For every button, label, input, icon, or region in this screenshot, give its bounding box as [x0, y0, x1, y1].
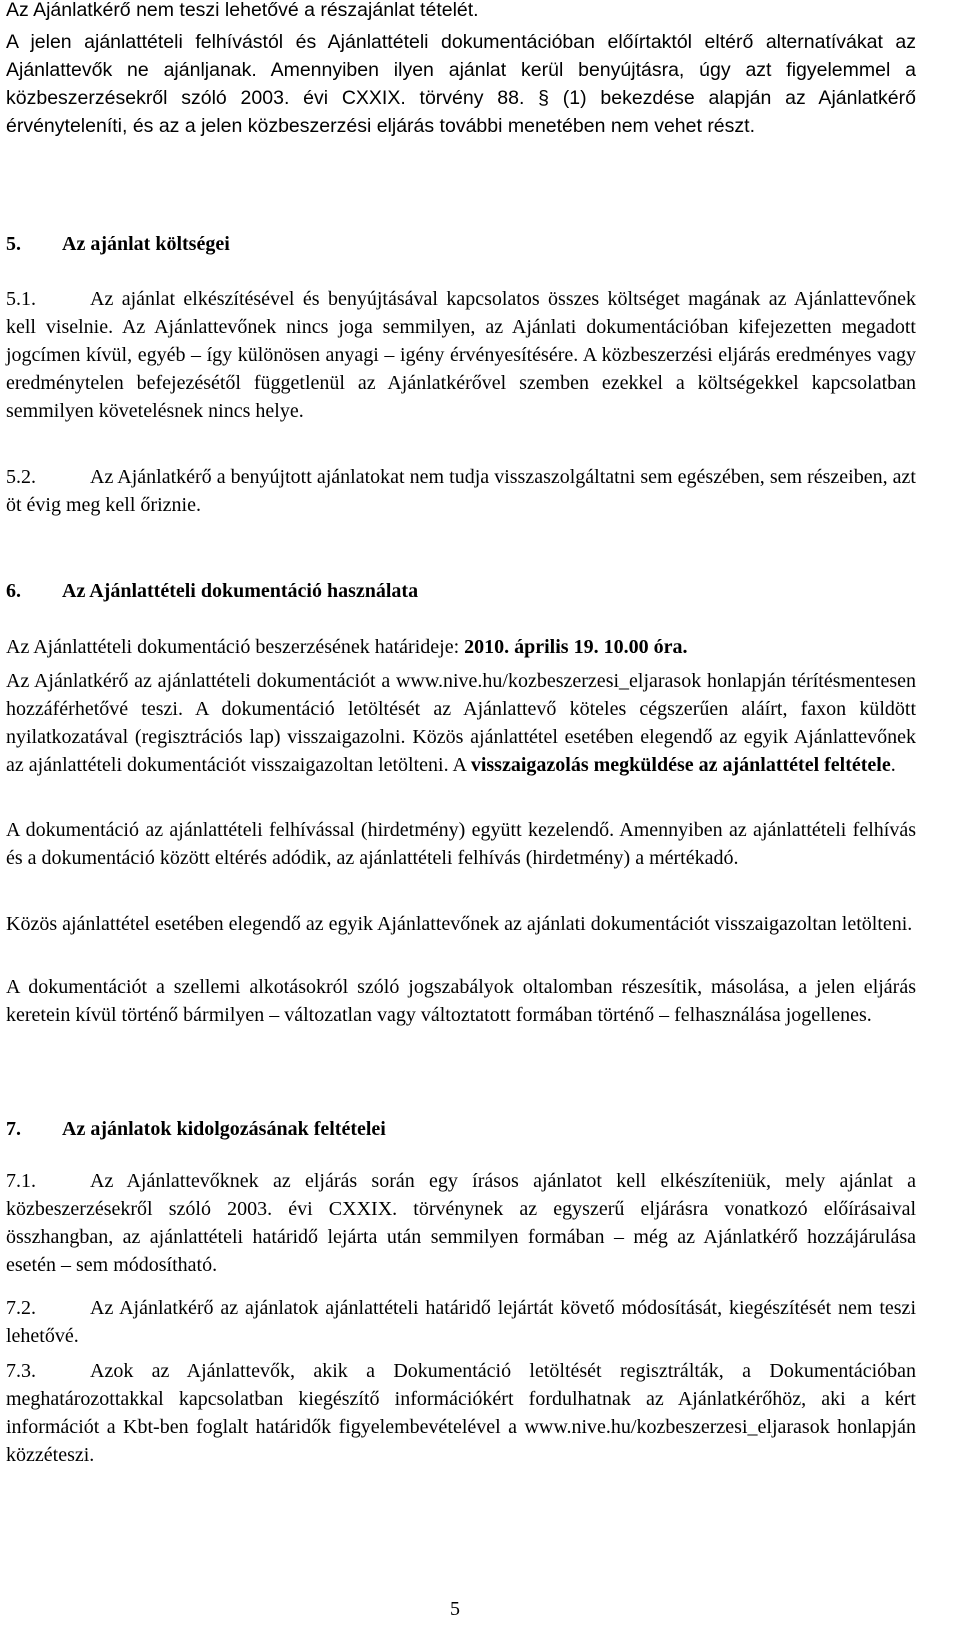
section-5-number: 5.	[6, 233, 21, 255]
item-7-1	[6, 1167, 916, 1279]
section-7-heading	[6, 1115, 386, 1143]
paragraph-partial-bid: Az Ajánlatkérő nem teszi lehetővé a részajánlat tételét.	[6, 0, 479, 21]
item-7-2-text: Az Ajánlatkérő az ajánlatok ajánlattételi határidő lejártát követő módosítását, kiegészítését nem teszi lehetővé.	[6, 1297, 916, 1347]
paragraph-deadline	[6, 633, 916, 661]
section-7-title: Az ajánlatok kidolgozásának feltételei	[62, 1118, 386, 1140]
deadline-value: 2010. április 19. 10.00 óra.	[464, 636, 688, 658]
item-7-2-number: 7.2.	[6, 1297, 36, 1319]
section-5-heading	[6, 230, 230, 258]
section-6-number: 6.	[6, 580, 21, 602]
item-7-2	[6, 1294, 916, 1350]
item-7-1-text: Az Ajánlattevőknek az eljárás során egy írásos ajánlatot kell elkészíteniük, mely ajánlat a közbeszerzésekről szóló 2003. évi CXXIX. törvénynek az egyszerű eljárásra vonatkozó előírásaival összhangban, az ajánlattételi határidő lejárta után semmilyen formában – még az Ajánlatkérő hozzájárulása esetén – sem módosítható.	[6, 1170, 916, 1276]
section-5-title: Az ajánlat költségei	[62, 233, 230, 255]
download-period: .	[890, 754, 896, 776]
item-7-3-text: Azok az Ajánlattevők, akik a Dokumentáció letöltését regisztrálták, a Dokumentációban meghatározottakkal kapcsolatban kiegészítő információkért fordulhatnak az Ajánlatkérőhöz, aki a kért információt a Kbt-ben foglalt határidők figyelembevételével a www.nive.hu/kozbeszerzesi_eljarasok honlapján közzéteszi.	[6, 1360, 916, 1466]
paragraph-documentation-handling: A dokumentáció az ajánlattételi felhívással (hirdetmény) együtt kezelendő. Amennyiben az ajánlattételi felhívás és a dokumentáció között eltérés adódik, az ajánlattételi felhívás (hirdetmény) a mértékadó.	[6, 819, 916, 869]
item-5-2	[6, 463, 916, 519]
item-5-2-number: 5.2.	[6, 466, 36, 488]
section-6-heading	[6, 577, 418, 605]
paragraph-alternatives: A jelen ajánlattételi felhívástól és Ajánlattételi dokumentációban előírtaktól eltérő alternatívákat az Ajánlattevők ne ajánljanak. Amennyiben ilyen ajánlat kerül benyújtásra, úgy azt figyelemmel a közbeszerzésekről szóló 2003. évi CXXIX. törvény 88. § (1) bekezdése alapján az Ajánlatkérő érvényteleníti, és az a jelen közbeszerzési eljárás további menetében nem vehet részt.	[6, 31, 916, 137]
download-text: Az Ajánlatkérő az ajánlattételi dokumentációt a www.nive.hu/kozbeszerzesi_eljarasok honlapján térítésmentesen hozzáférhetővé teszi. A dokumentáció letöltését az Ajánlattevő köteles cégszerűen aláírt, faxon küldött nyilatkozatával (regisztrációs lap) visszaigazolni. Közös ajánlattétel esetében elegendő az egyik Ajánlattevőnek az ajánlattételi dokumentációt visszaigazoltan letölteni. A	[6, 670, 916, 776]
paragraph-download	[6, 667, 916, 779]
item-5-1	[6, 285, 916, 425]
page-number: 5	[450, 1598, 460, 1620]
item-7-3-number: 7.3.	[6, 1360, 36, 1382]
item-7-1-number: 7.1.	[6, 1170, 36, 1192]
paragraph-joint-bid: Közös ajánlattétel esetében elegendő az egyik Ajánlattevőnek az ajánlati dokumentációt visszaigazoltan letölteni.	[6, 913, 913, 935]
paragraph-copyright: A dokumentációt a szellemi alkotásokról szóló jogszabályok oltalomban részesítik, másolása, a jelen eljárás keretein kívül történő bármilyen – változatlan vagy változtatott formában történő – felhasználása jogellenes.	[6, 976, 916, 1026]
section-7-number: 7.	[6, 1118, 21, 1140]
item-7-3	[6, 1357, 916, 1469]
item-5-1-text: Az ajánlat elkészítésével és benyújtásával kapcsolatos összes költséget magának az Ajánlattevőnek kell viselnie. Az Ajánlattevőnek nincs joga semmilyen, az Ajánlati dokumentációban kifejezetten megadott jogcímen kívül, egyéb – így különösen anyagi – igény érvényesítésére. A közbeszerzési eljárás eredményes vagy eredménytelen befejezésétől függetlenül az Ajánlatkérővel szemben ezekkel a költségekkel kapcsolatban semmilyen követelésnek nincs helye.	[6, 288, 916, 422]
item-5-1-number: 5.1.	[6, 288, 36, 310]
item-5-2-text: Az Ajánlatkérő a benyújtott ajánlatokat nem tudja visszaszolgáltatni sem egészében, sem részeiben, azt öt évig meg kell őriznie.	[6, 466, 916, 516]
download-condition: visszaigazolás megküldése az ajánlattétel feltétele	[470, 754, 891, 776]
deadline-label: Az Ajánlattételi dokumentáció beszerzésének határideje:	[6, 636, 465, 658]
section-6-title: Az Ajánlattételi dokumentáció használata	[62, 580, 419, 602]
